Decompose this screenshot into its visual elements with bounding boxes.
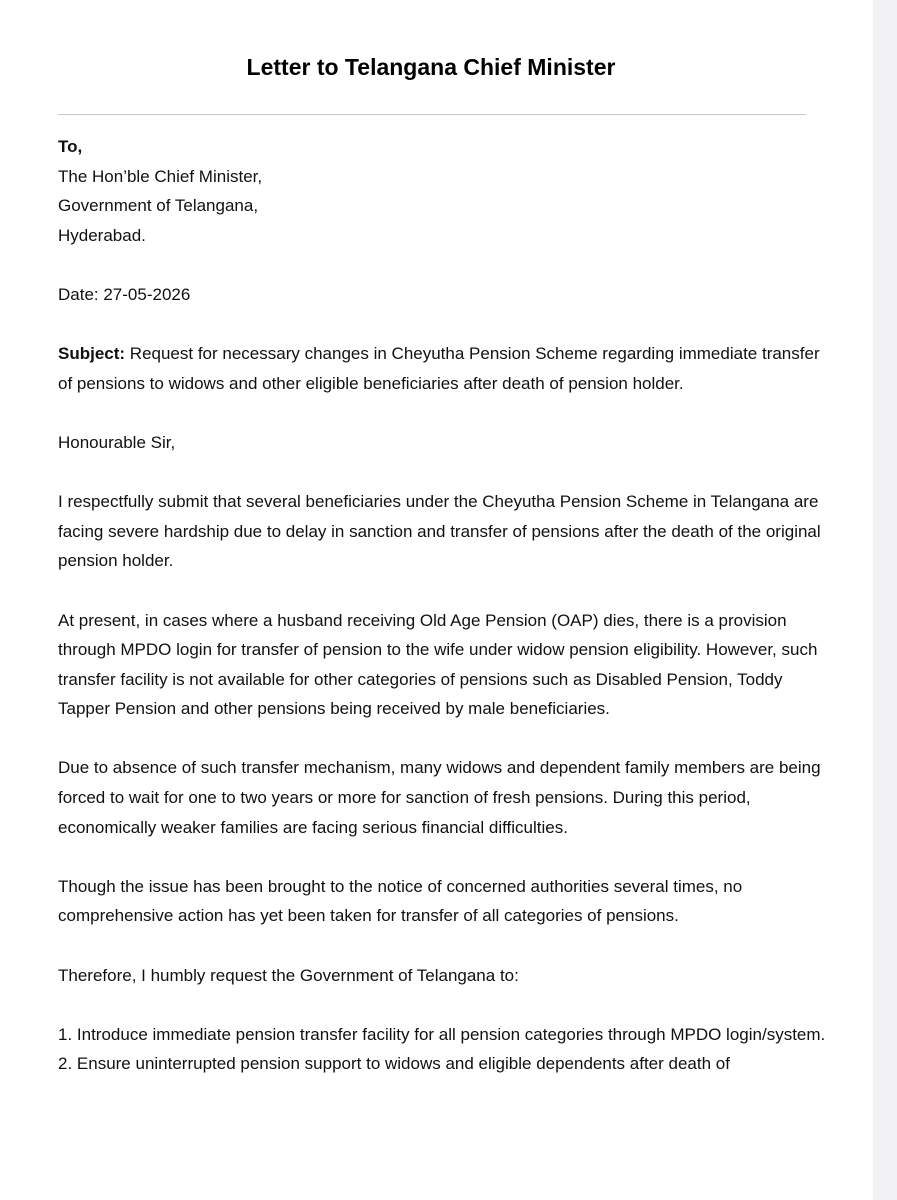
to-label: To,	[58, 137, 83, 156]
salutation: Honourable Sir,	[58, 432, 176, 452]
letter-subject	[58, 339, 838, 398]
request-item: 1. Introduce immediate pension transfer facility for all pension categories through MPDO login/system.	[58, 1024, 826, 1044]
page-title: Letter to Telangana Chief Minister	[246, 54, 616, 80]
request-item: 2. Ensure uninterrupted pension support to widows and eligible dependents after death of	[58, 1054, 730, 1074]
body-paragraph: Due to absence of such transfer mechanism, many widows and dependent family members are being forced to wait for one to two years or more for sanction of fresh pensions. During this period, economically weaker families are facing serious financial difficulties.	[58, 758, 821, 837]
subject-label: Subject:	[58, 344, 126, 364]
subject-text: Request for necessary changes in Cheyutha Pension Scheme regarding immediate transfer of pensions to widows and other eligible beneficiaries after death of pension holder.	[58, 344, 820, 393]
letter-date: Date: 27-05-2026	[58, 284, 191, 304]
address-line: Hyderabad.	[58, 225, 146, 245]
body-paragraph: At present, in cases where a husband receiving Old Age Pension (OAP) dies, there is a provision through MPDO login for transfer of pension to the wife under widow pension eligibility. However, such transfer facility is not available for other categories of pensions such as Disabled Pension, Toddy Tapper Pension and other pensions being received by male beneficiaries.	[58, 610, 818, 719]
body-paragraph: Therefore, I humbly request the Government of Telangana to:	[58, 965, 519, 985]
body-paragraph: Though the issue has been brought to the notice of concerned authorities several times, no comprehensive action has yet been taken for transfer of all categories of pensions.	[58, 876, 743, 926]
address-line: Government of Telangana,	[58, 196, 259, 216]
letter-body	[58, 132, 838, 1079]
address-line: The Hon’ble Chief Minister,	[58, 166, 263, 186]
viewer-side-strip	[873, 0, 897, 1200]
body-paragraph: I respectfully submit that several beneficiaries under the Cheyutha Pension Scheme in Telangana are facing severe hardship due to delay in sanction and transfer of pensions after the death of the original pension holder.	[58, 492, 821, 571]
title-divider	[58, 114, 806, 115]
recipient-address	[58, 162, 838, 251]
